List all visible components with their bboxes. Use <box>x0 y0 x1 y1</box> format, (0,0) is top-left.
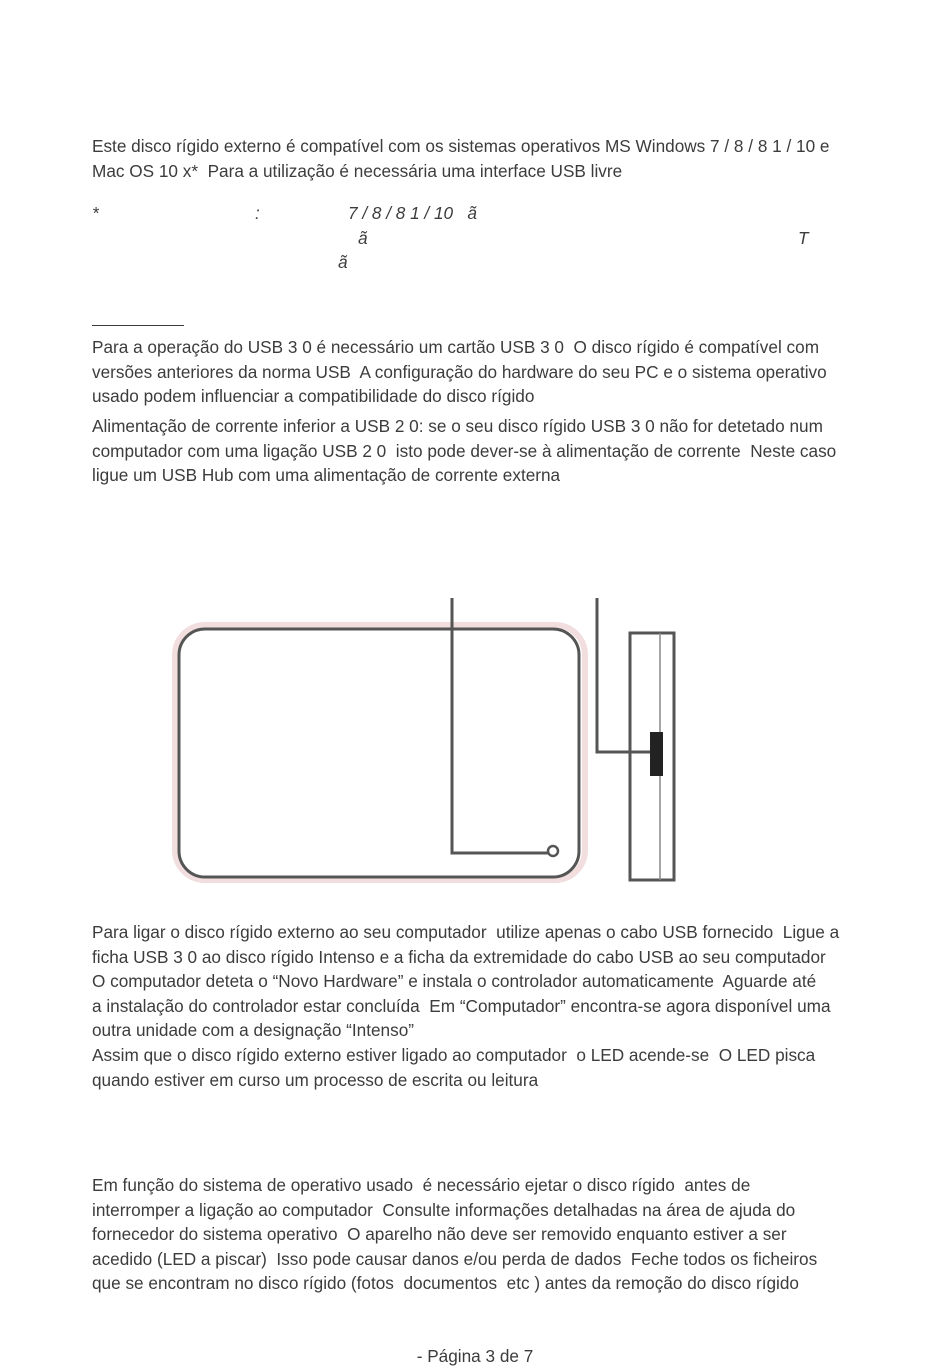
footnote-fragment-a-tilde-2: ã <box>338 252 348 272</box>
compatibility-paragraph <box>92 134 892 183</box>
hard-drive-illustration <box>165 595 690 890</box>
section-divider <box>92 325 184 326</box>
usb3-paragraph <box>92 335 892 409</box>
connect-line-7: quando estiver em curso um processo de escrita ou leitura <box>92 1069 539 1090</box>
usb3-line-2: versões anteriores da norma USB A configuração do hardware do seu PC e o sistema operativo <box>92 361 827 382</box>
eject-line-2: interromper a ligação ao computador Consulte informações detalhadas na área de ajuda do <box>92 1199 796 1220</box>
compatibility-line-1: Este disco rígido externo é compatível com os sistemas operativos MS Windows 7 / 8 / 8 1 / 10 e <box>92 136 830 156</box>
led-callout-line <box>452 598 553 853</box>
connect-line-3: O computador deteta o “Novo Hardware” e instala o controlador automaticamente Aguarde até <box>92 971 817 992</box>
connect-line-4: a instalação do controlador estar concluída Em “Computador” encontra-se agora disponível uma <box>92 995 831 1016</box>
eject-line-1: Em função do sistema de operativo usado é necessário ejetar o disco rígido antes de <box>92 1175 751 1195</box>
footnote-fragment-t: T <box>798 228 809 248</box>
connect-line-2: ficha USB 3 0 ao disco rígido Intenso e a ficha da extremidade do cabo USB ao seu computador <box>92 946 826 967</box>
eject-line-4: acedido (LED a piscar) Isso pode causar danos e/ou perda de dados Feche todos os ficheiros <box>92 1248 818 1269</box>
compatibility-line-2: Mac OS 10 x* Para a utilização é necessária uma interface USB livre <box>92 160 623 181</box>
led-indicator <box>548 846 558 856</box>
drive-front-outline <box>179 629 579 877</box>
eject-line-5: que se encontram no disco rígido (fotos documentos etc ) antes da remoção do disco rígido <box>92 1273 799 1294</box>
usb-port <box>650 732 663 776</box>
power-line-1: Alimentação de corrente inferior a USB 2 0: se o seu disco rígido USB 3 0 não for detetado num <box>92 416 823 436</box>
footnote-asterisk: * <box>92 203 99 223</box>
connect-line-1: Para ligar o disco rígido externo ao seu computador utilize apenas o cabo USB fornecido Ligue a <box>92 922 840 942</box>
footnote-versions: 7 / 8 / 8 1 / 10 ã <box>348 203 477 223</box>
drive-front-halo <box>175 625 585 880</box>
usb3-line-1: Para a operação do USB 3 0 é necessário um cartão USB 3 0 O disco rígido é compatível com <box>92 337 820 357</box>
footnote-fragment-a-tilde: ã <box>358 228 368 248</box>
connect-line-6: Assim que o disco rígido externo estiver ligado ao computador o LED acende-se O LED pisca <box>92 1044 816 1065</box>
power-line-3: ligue um USB Hub com uma alimentação de corrente externa <box>92 465 561 486</box>
connect-paragraph <box>92 920 892 1092</box>
connect-line-5: outra unidade com a designação “Intenso” <box>92 1020 414 1041</box>
footnote-colon: : <box>255 203 260 223</box>
eject-line-3: fornecedor do sistema operativo O aparelho não deve ser removido enquanto estiver a ser <box>92 1224 787 1245</box>
eject-paragraph <box>92 1173 892 1296</box>
power-paragraph <box>92 414 892 488</box>
power-line-2: computador com uma ligação USB 2 0 isto pode dever-se à alimentação de corrente Neste caso <box>92 440 837 461</box>
usb-port-callout-line <box>597 598 650 752</box>
page-number: - Página 3 de 7 <box>416 1346 534 1366</box>
usb3-line-3: usado podem influenciar a compatibilidade do disco rígido <box>92 386 535 407</box>
